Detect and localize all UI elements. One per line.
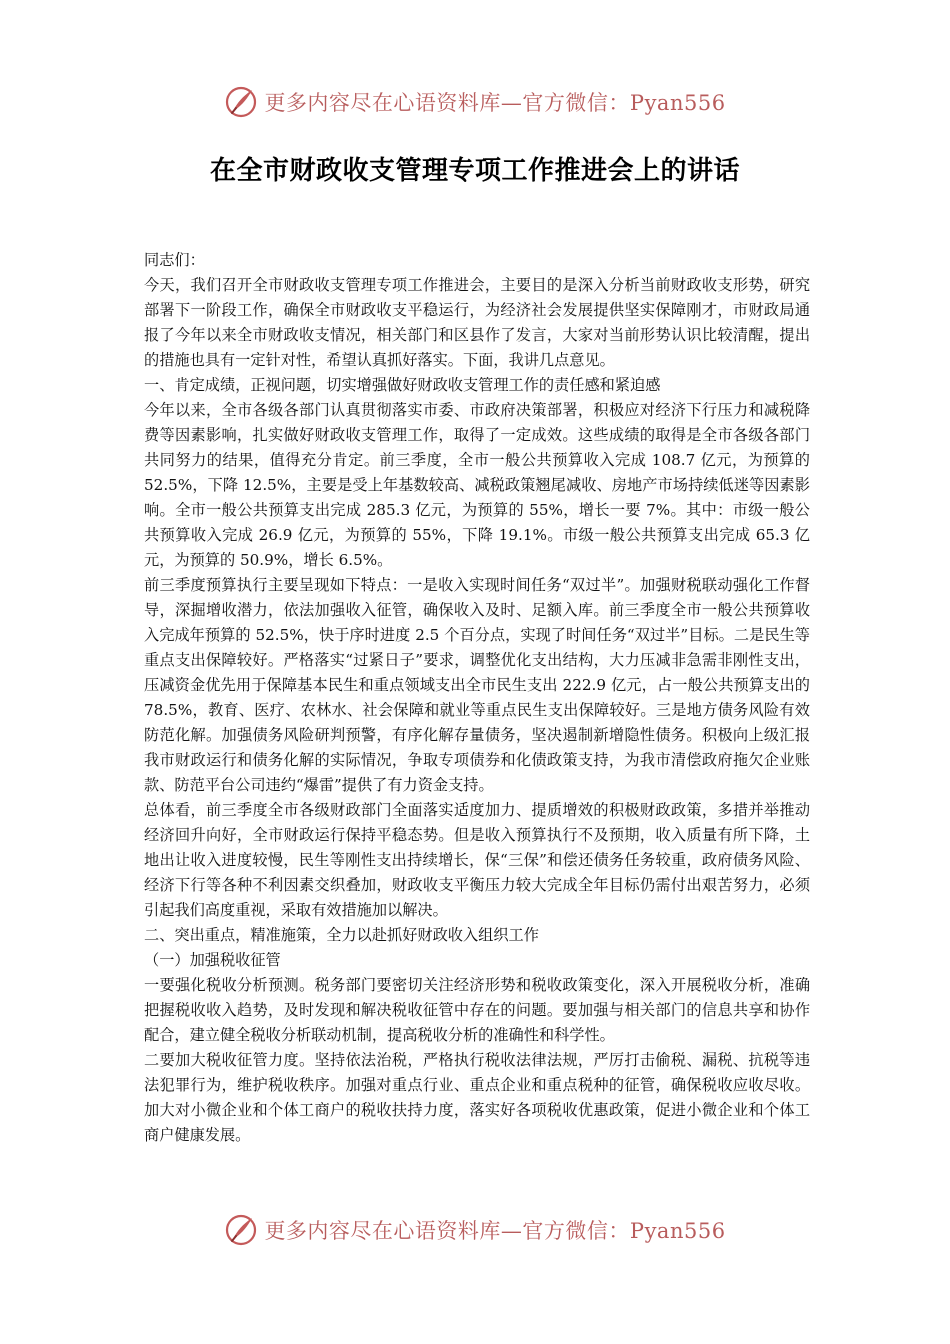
paragraph: 二要加大税收征管力度。坚持依法治税，严格执行税收法律法规，严厉打击偷税、漏税、抗税等违法犯罪行为，维护税收秩序。加强对重点行业、重点企业和重点税种的征管，确保税收应收尽收。加大对小微企业和个体工商户的税收扶持力度，落实好各项税收优惠政策，促进小微企业和个体工商户健康发展。: [144, 1051, 810, 1144]
quill-pen-icon: [224, 85, 258, 119]
paragraph: 今天，我们召开全市财政收支管理专项工作推进会，主要目的是深入分析当前财政收支形势，研究部署下一阶段工作，确保全市财政收支平稳运行，为经济社会发展提供坚实保障刚才，市财政局通报了今年以来全市财政收支情况，相关部门和区县作了发言，大家对当前形势认识比较清醒，提出的措施也具有一定针对性，希望认真抓好落实。下面，我讲几点意见。: [144, 276, 810, 369]
paragraph: 今年以来，全市各级各部门认真贯彻落实市委、市政府决策部署，积极应对经济下行压力和减税降费等因素影响，扎实做好财政收支管理工作，取得了一定成效。这些成绩的取得是全市各级各部门共同努力的结果，值得充分肯定。前三季度，全市一般公共预算收入完成 108.7 亿元，为预算的 52.5%，下降 12.5%，主要是受上年基数较高、减税政策翘尾减收、房地产市场持续低迷等因素影响。全市一般公共预算支出完成 285.3 亿元，为预算的 55%，增长一要 7%。其中：市级一般公共预算收入完成 26.9 亿元，为预算的 55%，下降 19.1%。市级一般公共预算支出完成 65.3 亿元，为预算的 50.9%，增长 6.5%。: [144, 401, 810, 569]
subsection-heading: （一）加强税收征管: [144, 951, 281, 969]
banner-text: 更多内容尽在心语资料库—官方微信：Pyan556: [264, 91, 726, 115]
banner-text: 更多内容尽在心语资料库—官方微信：Pyan556: [264, 1219, 726, 1243]
header-banner: [0, 80, 950, 124]
paragraph: 一要强化税收分析预测。税务部门要密切关注经济形势和税收政策变化，深入开展税收分析，准确把握税收收入趋势，及时发现和解决税收征管中存在的问题。要加强与相关部门的信息共享和协作配合，建立健全税收分析联动机制，提高税收分析的准确性和科学性。: [144, 976, 810, 1044]
page-title: 在全市财政收支管理专项工作推进会上的讲话: [209, 156, 740, 186]
paragraph: 前三季度预算执行主要呈现如下特点：一是收入实现时间任务“双过半”。加强财税联动强化工作督导，深掘增收潜力，依法加强收入征管，确保收入及时、足额入库。前三季度全市一般公共预算收入完成年预算的 52.5%，快于序时进度 2.5 个百分点，实现了时间任务“双过半”目标。二是民生等重点支出保障较好。严格落实“过紧日子”要求，调整优化支出结构，大力压减非急需非刚性支出，压减资金优先用于保障基本民生和重点领域支出全市民生支出 222.9 亿元，占一般公共预算支出的 78.5%，教育、医疗、农林水、社会保障和就业等重点民生支出保障较好。三是地方债务风险有效防范化解。加强债务风险研判预警，有序化解存量债务，坚决遏制新增隐性债务。积极向上级汇报我市财政运行和债务化解的实际情况，争取专项债券和化债政策支持，为我市清偿政府拖欠企业账款、防范平台公司违约“爆雷”提供了有力资金支持。: [144, 576, 810, 794]
document-body: [144, 248, 810, 1148]
section-heading: 二、突出重点，精准施策，全力以赴抓好财政收入组织工作: [144, 926, 539, 944]
footer-banner: [0, 1208, 950, 1252]
salutation: 同志们：: [144, 251, 205, 269]
quill-pen-icon: [224, 1213, 258, 1247]
section-heading: 一、肯定成绩，正视问题，切实增强做好财政收支管理工作的责任感和紧迫感: [144, 376, 661, 394]
paragraph: 总体看，前三季度全市各级财政部门全面落实适度加力、提质增效的积极财政政策，多措并举推动经济回升向好，全市财政运行保持平稳态势。但是收入预算执行不及预期，收入质量有所下降，土地出让收入进度较慢，民生等刚性支出持续增长，保“三保”和偿还债务任务较重，政府债务风险、经济下行等各种不利因素交织叠加，财政收支平衡压力较大完成全年目标仍需付出艰苦努力，必须引起我们高度重视，采取有效措施加以解决。: [144, 801, 810, 919]
